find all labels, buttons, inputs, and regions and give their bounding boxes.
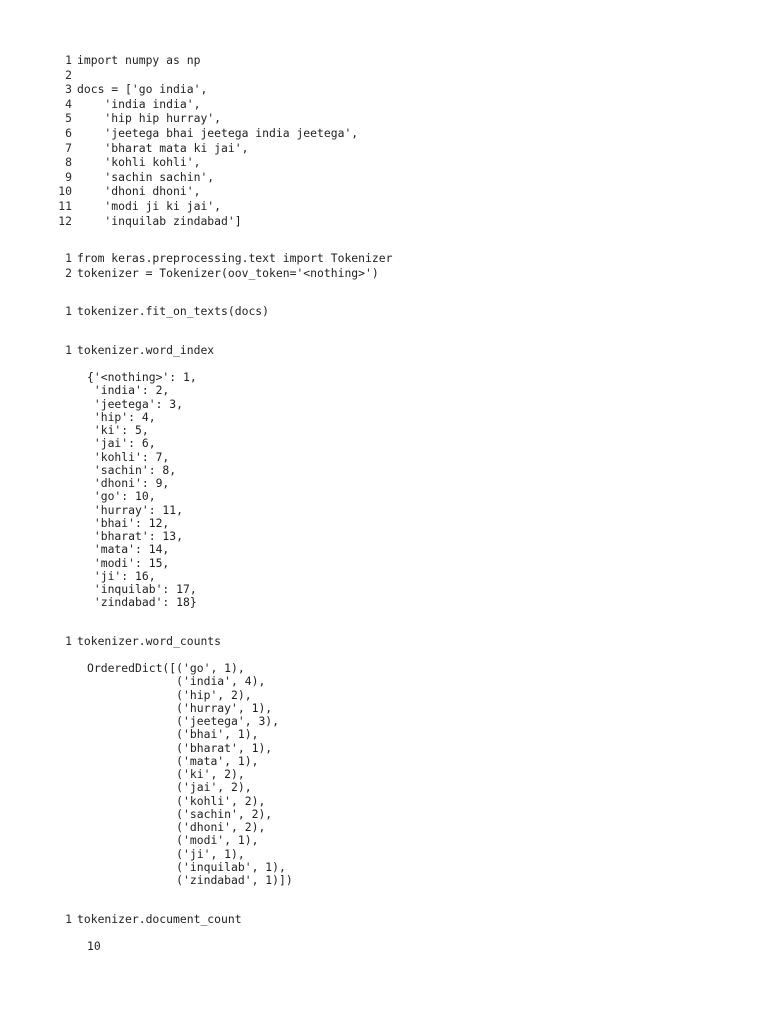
line-number: 9 [65, 169, 72, 184]
output-line: 10 [87, 939, 101, 953]
output-line: ('ji', 1), [87, 846, 245, 861]
code-text: 'inquilab zindabad'] [77, 213, 242, 228]
output-line: ('kohli', 2), [87, 793, 266, 808]
output-line: ('hurray', 1), [87, 700, 273, 715]
line-number: 11 [58, 198, 72, 213]
output-line: 'ji': 16, [87, 568, 156, 583]
code-text: 'hip hip hurray', [77, 111, 222, 126]
code-cell-tokenizer-import[interactable] [54, 251, 734, 280]
output-document-count [87, 940, 687, 953]
output-line: ('modi', 1), [87, 833, 259, 848]
line-number: 1 [65, 304, 72, 318]
output-line: 'hip': 4, [87, 409, 156, 424]
output-line: 'inquilab': 17, [87, 582, 197, 596]
code-cell-imports-docs[interactable] [54, 53, 734, 228]
code-text: docs = ['go india', [77, 82, 208, 97]
output-line: 'jai': 6, [87, 436, 156, 451]
code-text: tokenizer.fit_on_texts(docs) [77, 304, 270, 318]
code-line [54, 126, 734, 141]
code-line [54, 97, 734, 112]
output-line: ('inquilab', 1), [87, 859, 286, 874]
code-line [54, 184, 734, 199]
line-number: 1 [65, 634, 72, 648]
line-number: 1 [65, 912, 72, 926]
code-line [54, 82, 734, 97]
output-line: 'india': 2, [87, 383, 170, 398]
code-line [54, 53, 734, 68]
output-line: 'sachin': 8, [87, 462, 177, 477]
code-text: 'kohli kohli', [77, 155, 201, 170]
code-cell-word-counts[interactable] [54, 634, 734, 649]
output-line: ('zindabad', 1)]) [87, 873, 293, 887]
code-text: tokenizer.word_index [77, 343, 215, 357]
line-number: 1 [65, 53, 72, 67]
code-text: 'dhoni dhoni', [77, 184, 201, 199]
line-number: 7 [65, 140, 72, 155]
line-number: 5 [65, 111, 72, 126]
output-line: ('bharat', 1), [87, 740, 273, 755]
line-number: 1 [65, 251, 72, 265]
code-text: import numpy as np [77, 53, 201, 67]
line-number: 6 [65, 125, 72, 140]
output-line: 'hurray': 11, [87, 502, 184, 517]
code-line [54, 199, 734, 214]
output-word-counts [87, 662, 687, 887]
output-line: ('mata', 1), [87, 753, 259, 768]
code-line [54, 343, 734, 358]
code-line [54, 141, 734, 156]
line-number: 3 [65, 82, 72, 97]
output-line: 'jeetega': 3, [87, 396, 184, 411]
output-line: ('dhoni', 2), [87, 820, 266, 834]
code-text: 'bharat mata ki jai', [77, 140, 249, 155]
code-text: 'modi ji ki jai', [77, 198, 222, 213]
output-line: ('jeetega', 3), [87, 714, 280, 728]
code-line [54, 214, 734, 229]
output-line: ('ki', 2), [87, 767, 245, 781]
code-text: 'jeetega bhai jeetega india jeetega', [77, 125, 359, 140]
line-number: 1 [65, 343, 72, 357]
line-number: 8 [65, 155, 72, 170]
code-text: 'india india', [77, 96, 201, 111]
output-line: 'ki': 5, [87, 423, 149, 437]
output-line: ('bhai', 1), [87, 727, 259, 742]
code-cell-word-index[interactable] [54, 343, 734, 358]
code-line [54, 266, 734, 281]
line-number: 2 [65, 265, 72, 280]
output-line: ('india', 4), [87, 674, 266, 689]
code-line [54, 155, 734, 170]
line-number: 10 [58, 184, 72, 199]
line-number: 12 [58, 213, 72, 228]
output-line: 'mata': 14, [87, 542, 170, 557]
output-line: 'zindabad': 18} [87, 595, 197, 610]
output-line: ('sachin', 2), [87, 806, 273, 821]
code-line [54, 912, 734, 927]
code-line [54, 111, 734, 126]
code-cell-fit-on-texts[interactable] [54, 304, 734, 319]
output-line: {'<nothing>': 1, [87, 370, 197, 384]
code-line [54, 251, 734, 266]
output-line: 'bharat': 13, [87, 529, 184, 543]
code-line [54, 634, 734, 649]
code-text: tokenizer = Tokenizer(oov_token='<nothing>') [77, 265, 379, 280]
output-word-index [87, 371, 687, 610]
code-text: tokenizer.word_counts [77, 634, 222, 648]
output-line: 'go': 10, [87, 489, 156, 504]
output-line: 'bhai': 12, [87, 515, 170, 530]
code-line [54, 68, 734, 83]
output-line: 'dhoni': 9, [87, 476, 170, 490]
line-number: 4 [65, 96, 72, 111]
output-line: OrderedDict([('go', 1), [87, 661, 245, 675]
output-line: ('hip', 2), [87, 687, 252, 702]
code-text: from keras.preprocessing.text import Tokenizer [77, 251, 393, 265]
code-text: 'sachin sachin', [77, 169, 215, 184]
code-line [54, 170, 734, 185]
output-line: ('jai', 2), [87, 780, 252, 795]
output-line: 'kohli': 7, [87, 449, 170, 464]
code-cell-document-count[interactable] [54, 912, 734, 927]
code-line [54, 304, 734, 319]
line-number: 2 [65, 67, 72, 82]
code-text: tokenizer.document_count [77, 912, 242, 926]
output-line: 'modi': 15, [87, 555, 170, 570]
